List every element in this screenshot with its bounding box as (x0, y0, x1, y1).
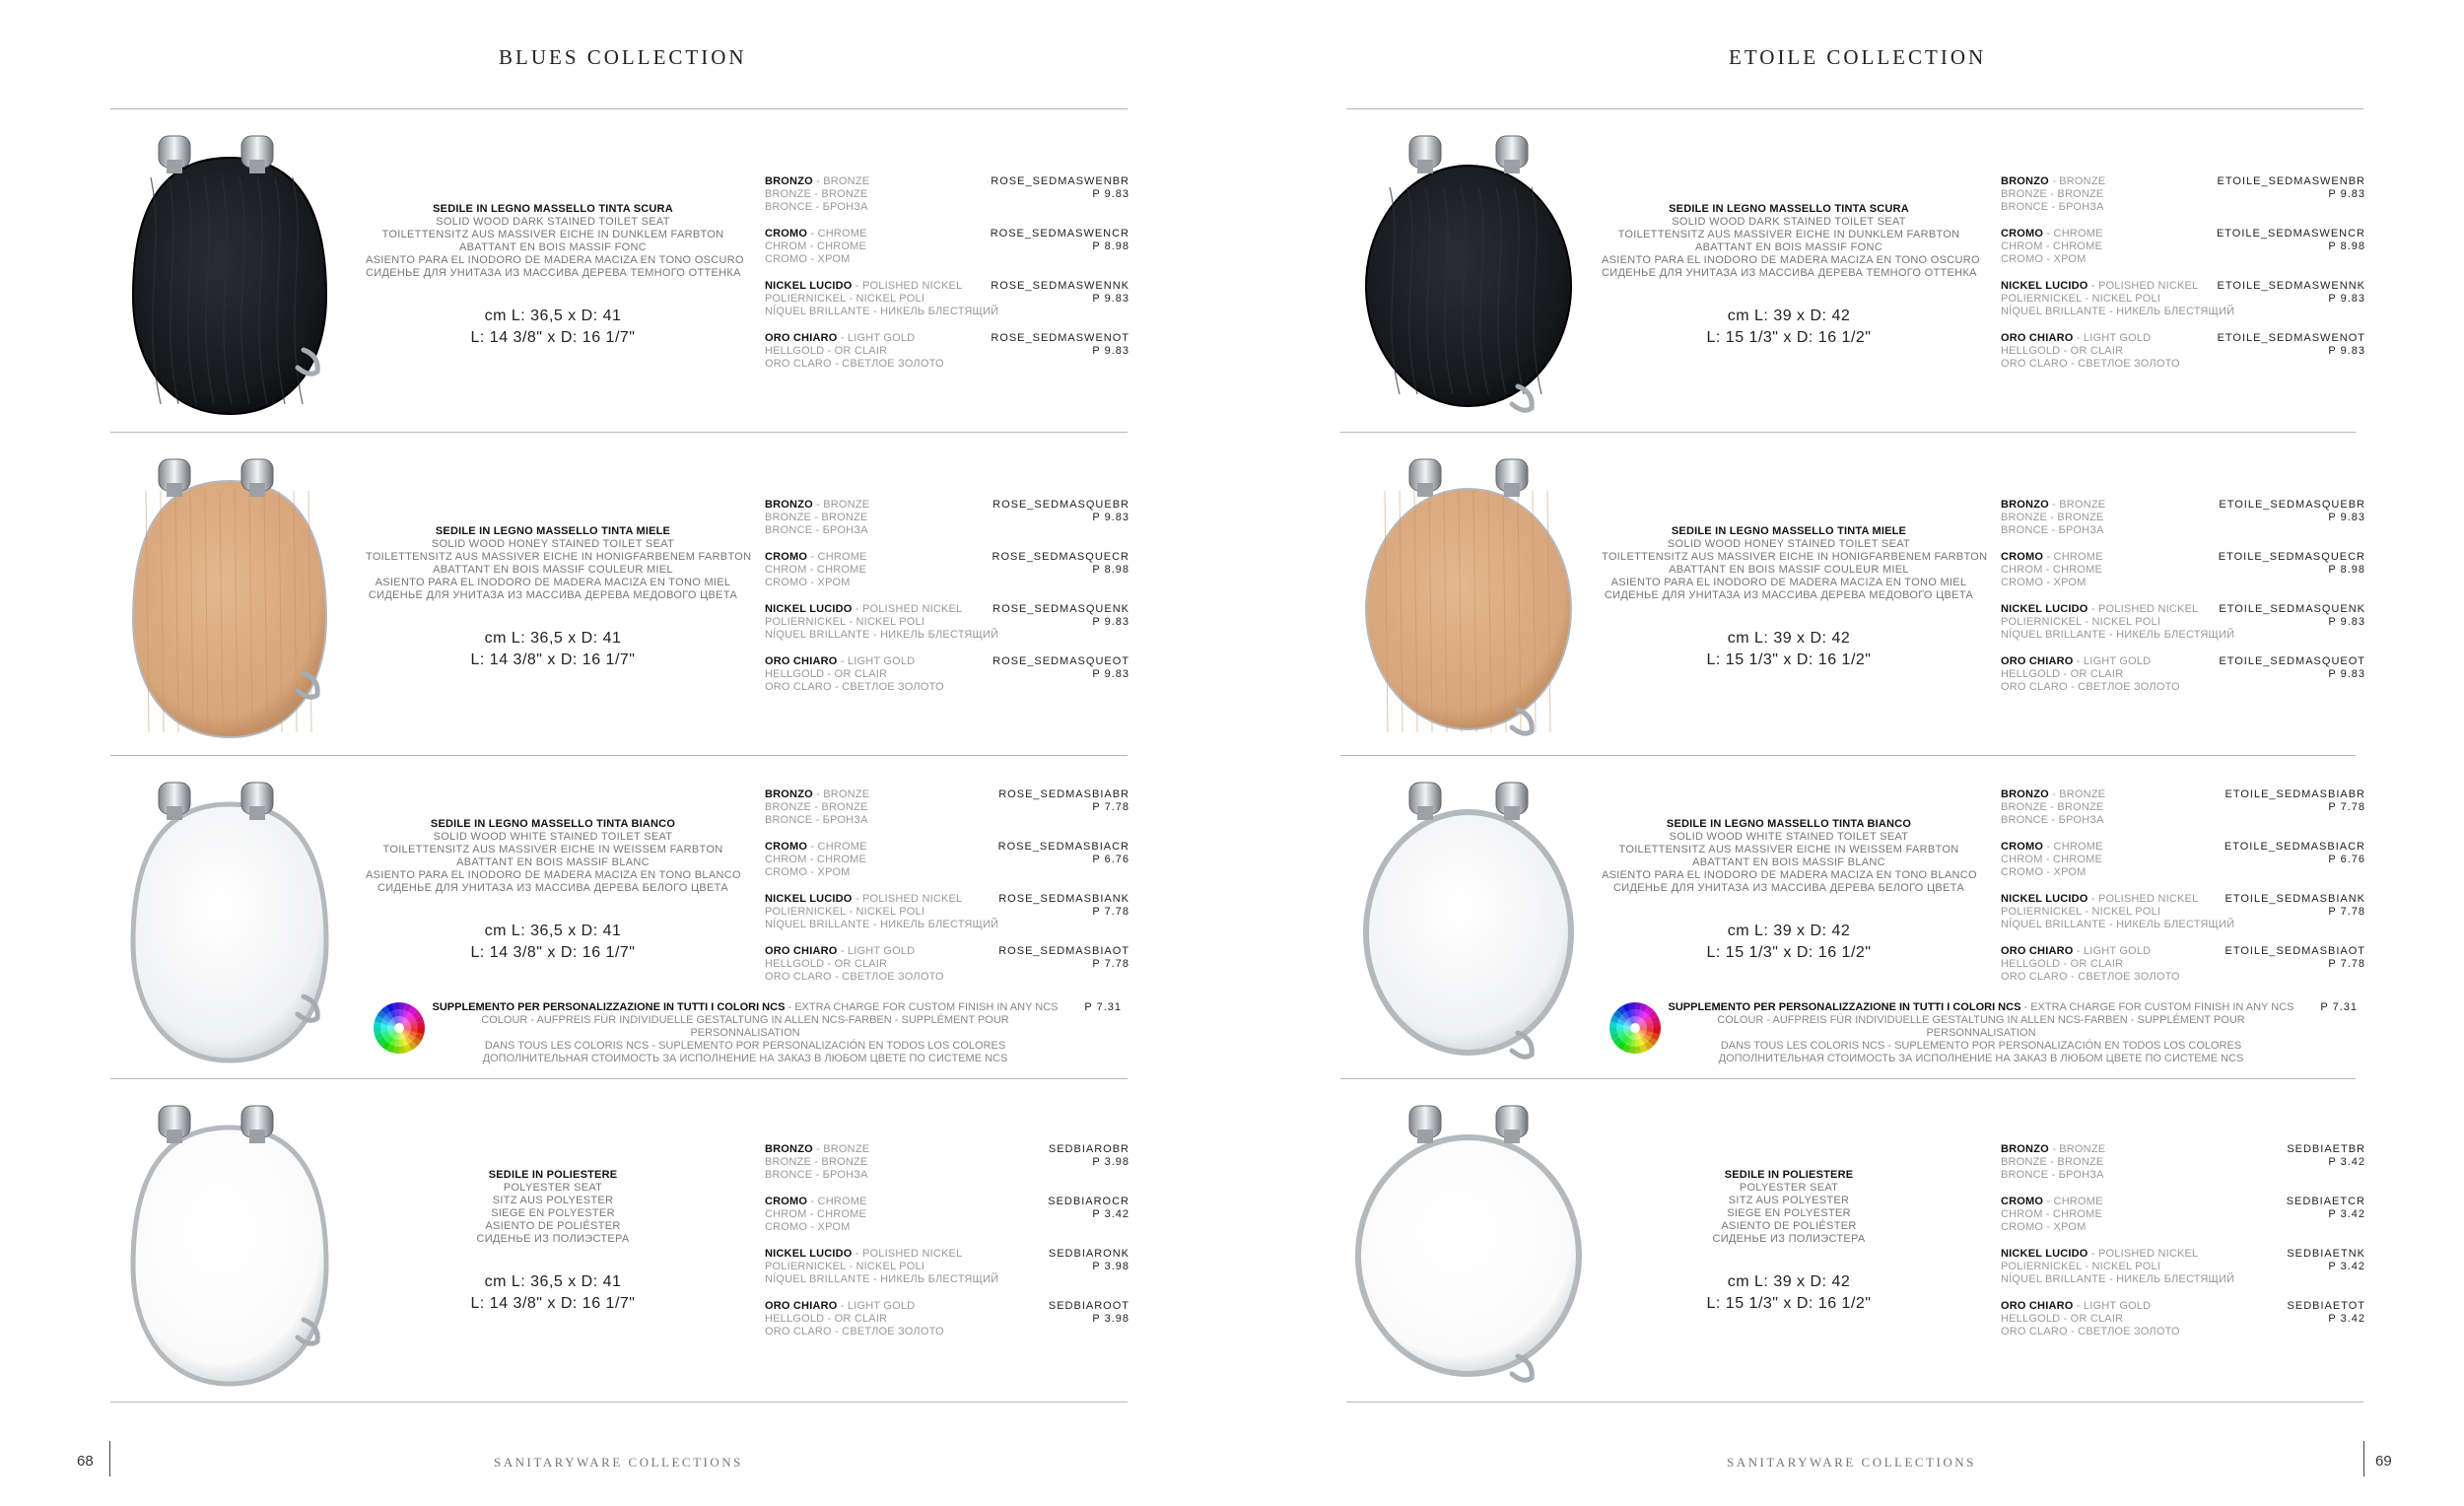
product-code: SEDBIAROBR (1048, 1143, 1129, 1155)
product-translation: СИДЕНЬЕ ДЛЯ УНИТАЗА ИЗ МАССИВА ДЕРЕВА БЕЛОГО ЦВЕТА (377, 882, 728, 894)
product-translation: ASIENTO PARA EL INODORO DE MADERA MACIZA EN TONO BLANCO (366, 869, 741, 881)
divider (110, 432, 1128, 433)
footer-divider (2363, 1441, 2364, 1476)
finish-row: ORO CHIARO - LIGHT GOLD HELLGOLD - OR CLAIR ORO CLARO - СВЕТЛОЕ ЗОЛОТО ROSE_SEDMASBIAOT P 7.78 (765, 945, 1129, 983)
product-name: SEDILE IN LEGNO MASSELLO TINTA SCURA (1669, 203, 1909, 215)
product-translation: ASIENTO PARA EL INODORO DE MADERA MACIZA EN TONO MIEL (1610, 577, 1967, 588)
product-description (1602, 203, 1980, 349)
product-translation: SOLID WOOD WHITE STAINED TOILET SEAT (1669, 831, 1909, 843)
product-translation: POLYESTER SEAT (1739, 1182, 1839, 1194)
product-code: ETOILE_SEDMASWENNK (2217, 280, 2365, 292)
finish-row: NICKEL LUCIDO - POLISHED NICKEL POLIERNICKEL - NICKEL POLI NÍQUEL BRILLANTE - НИКЕЛЬ БЛЕСТЯЩИЙ SEDBIARONK P 3.98 (765, 1248, 1129, 1285)
product-name: SEDILE IN LEGNO MASSELLO TINTA SCURA (433, 203, 673, 215)
finish-row: NICKEL LUCIDO - POLISHED NICKEL POLIERNICKEL - NICKEL POLI NÍQUEL BRILLANTE - НИКЕЛЬ БЛЕСТЯЩИЙ ROSE_SEDMASQUENK P 9.83 (765, 603, 1129, 641)
product-code: ETOILE_SEDMASQUECR (2218, 551, 2365, 563)
product-code: ROSE_SEDMASBIAOT (998, 945, 1129, 957)
product-translation: POLYESTER SEAT (503, 1182, 603, 1194)
dimensions (366, 921, 740, 964)
price: P 9.83 (1092, 512, 1129, 523)
product-translation: TOILETTENSITZ AUS MASSIVER EICHE IN DUNKLEM FARBTON (381, 229, 724, 240)
product-translation: TOILETTENSITZ AUS MASSIVER EICHE IN WEISSEM FARBTON (382, 844, 723, 856)
product-code: ETOILE_SEDMASBIABR (2224, 788, 2365, 800)
product-code: ROSE_SEDMASQUEOT (992, 655, 1129, 667)
dimensions (366, 628, 740, 671)
product-code: ROSE_SEDMASBIACR (997, 841, 1129, 853)
product-code: ETOILE_SEDMASWENCR (2216, 228, 2365, 240)
product-translation: ASIENTO PARA EL INODORO DE MADERA MACIZA EN TONO OSCURO (366, 254, 744, 266)
product-translation: ABATTANT EN BOIS MASSIF COULEUR MIEL (433, 564, 673, 576)
finish-row: BRONZO - BRONZE BRONZE - BRONZE BRONCE - БРОНЗА ROSE_SEDMASWENBR P 9.83 (765, 175, 1129, 213)
finish-row: CROMO - CHROME CHROM - CHROME CROMO - ХРОМ ROSE_SEDMASWENCR P 8.98 (765, 228, 1129, 265)
finish-row: ORO CHIARO - LIGHT GOLD HELLGOLD - OR CLAIR ORO CLARO - СВЕТЛОЕ ЗОЛОТО ROSE_SEDMASWENOT P 9.83 (765, 332, 1129, 370)
price: P 9.83 (2328, 188, 2365, 200)
toilet-seat-image (111, 775, 348, 1070)
price: P 3.98 (1092, 1156, 1129, 1168)
finish-row: BRONZO - BRONZE BRONZE - BRONZE BRONCE - БРОНЗА ETOILE_SEDMASQUEBR P 9.83 (2001, 499, 2365, 536)
price: P 3.98 (1092, 1313, 1129, 1325)
product-translation: ABATTANT EN BOIS MASSIF BLANC (456, 856, 650, 868)
product-translation: СИДЕНЬЕ ИЗ ПОЛИЭСТЕРА (1712, 1233, 1866, 1245)
product-code: ROSE_SEDMASQUECR (992, 551, 1129, 563)
dimensions-inches: L: 14 3/8" x D: 16 1/7" (470, 1295, 636, 1312)
price: P 7.78 (2328, 958, 2365, 970)
dimensions-cm: cm L: 36,5 x D: 41 (484, 1273, 622, 1290)
finish-row: ORO CHIARO - LIGHT GOLD HELLGOLD - OR CLAIR ORO CLARO - СВЕТЛОЕ ЗОЛОТО ETOILE_SEDMASQUEOT P 9.83 (2001, 655, 2365, 693)
dimensions-cm: cm L: 39 x D: 42 (1727, 923, 1851, 939)
product-code: ROSE_SEDMASWENBR (991, 175, 1129, 187)
dimensions (1602, 306, 1976, 349)
product-translation: SITZ AUS POLYESTER (1728, 1195, 1850, 1206)
price: P 6.76 (2328, 854, 2365, 865)
finish-row: NICKEL LUCIDO - POLISHED NICKEL POLIERNICKEL - NICKEL POLI NÍQUEL BRILLANTE - НИКЕЛЬ БЛЕСТЯЩИЙ SEDBIAETNK P 3.42 (2001, 1248, 2365, 1285)
price: P 9.83 (2328, 668, 2365, 680)
finish-row: BRONZO - BRONZE BRONZE - BRONZE BRONCE - БРОНЗА ROSE_SEDMASQUEBR P 9.83 (765, 499, 1129, 536)
product-code: ETOILE_SEDMASQUEBR (2219, 499, 2365, 511)
price: P 3.42 (2328, 1156, 2365, 1168)
dimensions-inches: L: 14 3/8" x D: 16 1/7" (470, 329, 636, 346)
price: P 8.98 (1092, 564, 1129, 576)
product-code: ETOILE_SEDMASBIANK (2224, 893, 2365, 905)
divider (110, 755, 1128, 756)
finish-row: CROMO - CHROME CHROM - CHROME CROMO - ХРОМ SEDBIAETCR P 3.42 (2001, 1196, 2365, 1233)
product-translation: СИДЕНЬЕ ДЛЯ УНИТАЗА ИЗ МАССИВА ДЕРЕВА ТЕМНОГО ОТТЕНКА (366, 267, 741, 279)
finish-row: CROMO - CHROME CHROM - CHROME CROMO - ХРОМ ROSE_SEDMASQUECR P 8.98 (765, 551, 1129, 588)
supplement-text: SUPPLEMENTO PER PERSONALIZZAZIONE IN TUTTI I COLORI NCS - EXTRA CHARGE FOR CUSTOM FINISH IN ANY NCS COLOUR - AUFPREIS FÜR INDIVIDUELLE GESTALTUNG IN ALLEN NCS-FARBEN - SUPPLÉMENT POUR PERSONNALISATION DANS TOUS LES COLORIS NCS - SUPLEMENTO POR PERSONALIZACIÓN EN TODOS LOS COLORES ДОПОЛНИТЕЛЬНАЯ СТОИМОСТЬ ЗА ИСПОЛНЕНИЕ НА ЗАКАЗ В ЛЮБОМ ЦВЕТЕ ПО СИСТЕМЕ NCS (1668, 1001, 2294, 1064)
finish-row: BRONZO - BRONZE BRONZE - BRONZE BRONCE - БРОНЗА SEDBIAROBR P 3.98 (765, 1143, 1129, 1181)
finish-row: NICKEL LUCIDO - POLISHED NICKEL POLIERNICKEL - NICKEL POLI NÍQUEL BRILLANTE - НИКЕЛЬ БЛЕСТЯЩИЙ ETOILE_SEDMASBIANK P 7.78 (2001, 893, 2365, 930)
product-translation: ABATTANT EN BOIS MASSIF COULEUR MIEL (1669, 564, 1909, 576)
footer-title: SANITARYWARE COLLECTIONS (494, 1455, 743, 1470)
product-code: SEDBIARONK (1048, 1248, 1129, 1260)
price: P 9.83 (1092, 668, 1129, 680)
product-code: ROSE_SEDMASWENOT (991, 332, 1129, 344)
product-code: ETOILE_SEDMASBIACR (2224, 841, 2365, 853)
finish-row: ORO CHIARO - LIGHT GOLD HELLGOLD - OR CLAIR ORO CLARO - СВЕТЛОЕ ЗОЛОТО ROSE_SEDMASQUEOT P 9.83 (765, 655, 1129, 693)
finish-list (765, 1143, 1129, 1352)
page-number: 68 (77, 1453, 94, 1470)
page-title: ETOILE COLLECTION (1729, 45, 1987, 69)
finish-list (2001, 499, 2365, 708)
divider (110, 1402, 1128, 1403)
price: P 8.98 (1092, 240, 1129, 252)
product-description (1602, 818, 1976, 964)
toilet-seat-image (111, 451, 348, 747)
dimensions (1602, 628, 1976, 671)
product-code: SEDBIAETBR (2287, 1143, 2365, 1155)
dimensions-inches: L: 15 1/3" x D: 16 1/2" (1706, 1295, 1872, 1312)
footer-divider (109, 1441, 110, 1476)
product-description (366, 1169, 740, 1315)
price: P 9.83 (1092, 345, 1129, 357)
product-code: SEDBIAETNK (2287, 1248, 2365, 1260)
product-name: SEDILE IN LEGNO MASSELLO TINTA BIANCO (1666, 818, 1912, 830)
toilet-seat-image (111, 1098, 348, 1394)
color-wheel-icon (1608, 1001, 1662, 1055)
product-code: ROSE_SEDMASBIANK (998, 893, 1129, 905)
dimensions-cm: cm L: 39 x D: 42 (1727, 308, 1851, 324)
price: P 8.98 (2328, 240, 2365, 252)
product-translation: ASIENTO PARA EL INODORO DE MADERA MACIZA EN TONO BLANCO (1602, 869, 1977, 881)
product-translation: SIEGE EN POLYESTER (1727, 1207, 1851, 1219)
finish-row: BRONZO - BRONZE BRONZE - BRONZE BRONCE - БРОНЗА ETOILE_SEDMASWENBR P 9.83 (2001, 175, 2365, 213)
finish-list (765, 499, 1129, 708)
price: P 8.98 (2328, 564, 2365, 576)
finish-row: CROMO - CHROME CHROM - CHROME CROMO - ХРОМ ROSE_SEDMASBIACR P 6.76 (765, 841, 1129, 878)
toilet-seat-image (1350, 128, 1587, 424)
catalog-page-right (1232, 0, 2464, 1506)
supplement-price: P 7.31 (2320, 1001, 2358, 1013)
product-translation: SOLID WOOD HONEY STAINED TOILET SEAT (1667, 538, 1911, 550)
toilet-seat-image (1350, 1098, 1587, 1394)
supplement-text: SUPPLEMENTO PER PERSONALIZZAZIONE IN TUTTI I COLORI NCS - EXTRA CHARGE FOR CUSTOM FINISH IN ANY NCS COLOUR - AUFPREIS FÜR INDIVIDUELLE GESTALTUNG IN ALLEN NCS-FARBEN - SUPPLÉMENT POUR PERSONNALISATION DANS TOUS LES COLORIS NCS - SUPLEMENTO POR PERSONALIZACIÓN EN TODOS LOS COLORES ДОПОЛНИТЕЛЬНАЯ СТОИМОСТЬ ЗА ИСПОЛНЕНИЕ НА ЗАКАЗ В ЛЮБОМ ЦВЕТЕ ПО СИСТЕМЕ NCS (432, 1001, 1059, 1064)
product-translation: СИДЕНЬЕ ДЛЯ УНИТАЗА ИЗ МАССИВА ДЕРЕВА БЕЛОГО ЦВЕТА (1613, 882, 1964, 894)
finish-list (765, 175, 1129, 384)
dimensions-inches: L: 15 1/3" x D: 16 1/2" (1706, 651, 1872, 668)
product-translation: ABATTANT EN BOIS MASSIF BLANC (1692, 856, 1885, 868)
price: P 7.78 (1092, 801, 1129, 813)
price: P 9.83 (2328, 345, 2365, 357)
product-description (366, 818, 740, 964)
dimensions (1602, 921, 1976, 964)
price: P 9.83 (2328, 616, 2365, 628)
divider (1346, 108, 2363, 109)
toilet-seat-image (1350, 451, 1587, 747)
finish-row: ORO CHIARO - LIGHT GOLD HELLGOLD - OR CLAIR ORO CLARO - СВЕТЛОЕ ЗОЛОТО SEDBIAROOT P 3.98 (765, 1300, 1129, 1337)
price: P 6.76 (1092, 854, 1129, 865)
price: P 3.42 (2328, 1208, 2365, 1220)
dimensions-cm: cm L: 36,5 x D: 41 (484, 630, 622, 647)
product-translation: ABATTANT EN BOIS MASSIF FONC (459, 241, 647, 253)
price: P 3.42 (1092, 1208, 1129, 1220)
product-description (366, 525, 752, 671)
price: P 3.42 (2328, 1313, 2365, 1325)
price: P 3.98 (1092, 1261, 1129, 1272)
finish-row: CROMO - CHROME CHROM - CHROME CROMO - ХРОМ ETOILE_SEDMASBIACR P 6.76 (2001, 841, 2365, 878)
footer-title: SANITARYWARE COLLECTIONS (1727, 1455, 1976, 1470)
product-translation: TOILETTENSITZ AUS MASSIVER EICHE IN WEISSEM FARBTON (1618, 844, 1959, 856)
dimensions-cm: cm L: 36,5 x D: 41 (484, 308, 622, 324)
product-name: SEDILE IN LEGNO MASSELLO TINTA BIANCO (430, 818, 676, 830)
dimensions-inches: L: 15 1/3" x D: 16 1/2" (1706, 944, 1872, 961)
product-code: SEDBIAETOT (2287, 1300, 2365, 1312)
toilet-seat-image (1350, 775, 1587, 1070)
finish-row: ORO CHIARO - LIGHT GOLD HELLGOLD - OR CLAIR ORO CLARO - СВЕТЛОЕ ЗОЛОТО ETOILE_SEDMASBIAOT P 7.78 (2001, 945, 2365, 983)
finish-row: NICKEL LUCIDO - POLISHED NICKEL POLIERNICKEL - NICKEL POLI NÍQUEL BRILLANTE - НИКЕЛЬ БЛЕСТЯЩИЙ ROSE_SEDMASBIANK P 7.78 (765, 893, 1129, 930)
product-translation: SOLID WOOD WHITE STAINED TOILET SEAT (433, 831, 673, 843)
product-translation: SOLID WOOD HONEY STAINED TOILET SEAT (431, 538, 675, 550)
price: P 9.83 (1092, 616, 1129, 628)
product-translation: TOILETTENSITZ AUS MASSIVER EICHE IN DUNKLEM FARBTON (1617, 229, 1960, 240)
price: P 9.83 (1092, 188, 1129, 200)
product-translation: СИДЕНЬЕ ДЛЯ УНИТАЗА ИЗ МАССИВА ДЕРЕВА ТЕМНОГО ОТТЕНКА (1602, 267, 1977, 279)
finish-list (2001, 175, 2365, 384)
product-code: ROSE_SEDMASWENCR (990, 228, 1129, 240)
finish-row: NICKEL LUCIDO - POLISHED NICKEL POLIERNICKEL - NICKEL POLI NÍQUEL BRILLANTE - НИКЕЛЬ БЛЕСТЯЩИЙ ETOILE_SEDMASWENNK P 9.83 (2001, 280, 2365, 317)
product-code: ETOILE_SEDMASQUEOT (2219, 655, 2365, 667)
product-translation: ASIENTO PARA EL INODORO DE MADERA MACIZA EN TONO OSCURO (1602, 254, 1980, 266)
product-code: ROSE_SEDMASQUEBR (992, 499, 1129, 511)
finish-list (2001, 788, 2365, 997)
color-wheel-icon (373, 1001, 426, 1055)
price: P 7.78 (1092, 958, 1129, 970)
product-translation: ABATTANT EN BOIS MASSIF FONC (1695, 241, 1882, 253)
price: P 7.78 (2328, 801, 2365, 813)
finish-row: ORO CHIARO - LIGHT GOLD HELLGOLD - OR CLAIR ORO CLARO - СВЕТЛОЕ ЗОЛОТО SEDBIAETOT P 3.42 (2001, 1300, 2365, 1337)
product-description (366, 203, 744, 349)
product-translation: ASIENTO DE POLIÉSTER (485, 1220, 621, 1232)
product-translation: СИДЕНЬЕ ДЛЯ УНИТАЗА ИЗ МАССИВА ДЕРЕВА МЕДОВОГО ЦВЕТА (1604, 589, 1974, 601)
divider (1340, 432, 2356, 433)
finish-row: ORO CHIARO - LIGHT GOLD HELLGOLD - OR CLAIR ORO CLARO - СВЕТЛОЕ ЗОЛОТО ETOILE_SEDMASWENOT P 9.83 (2001, 332, 2365, 370)
finish-row: CROMO - CHROME CHROM - CHROME CROMO - ХРОМ ETOILE_SEDMASQUECR P 8.98 (2001, 551, 2365, 588)
dimensions-inches: L: 14 3/8" x D: 16 1/7" (470, 944, 636, 961)
price: P 3.42 (2328, 1261, 2365, 1272)
dimensions (366, 1271, 740, 1315)
product-name: SEDILE IN LEGNO MASSELLO TINTA MIELE (435, 525, 671, 537)
toilet-seat-image (111, 128, 348, 424)
dimensions-inches: L: 15 1/3" x D: 16 1/2" (1706, 329, 1872, 346)
product-translation: SOLID WOOD DARK STAINED TOILET SEAT (436, 216, 670, 228)
page-number: 69 (2375, 1453, 2392, 1470)
product-translation: SITZ AUS POLYESTER (492, 1195, 614, 1206)
product-name: SEDILE IN POLIESTERE (1724, 1169, 1854, 1181)
supplement-price: P 7.31 (1084, 1001, 1122, 1013)
dimensions-cm: cm L: 39 x D: 42 (1727, 1273, 1851, 1290)
dimensions-cm: cm L: 36,5 x D: 41 (484, 923, 622, 939)
product-code: SEDBIAROCR (1048, 1196, 1129, 1207)
price: P 9.83 (1092, 293, 1129, 305)
product-translation: SOLID WOOD DARK STAINED TOILET SEAT (1672, 216, 1906, 228)
page-title: BLUES COLLECTION (499, 45, 747, 69)
product-description (1602, 1169, 1976, 1315)
finish-list (2001, 1143, 2365, 1352)
divider (110, 1078, 1128, 1079)
finish-row: CROMO - CHROME CHROM - CHROME CROMO - ХРОМ SEDBIAROCR P 3.42 (765, 1196, 1129, 1233)
dimensions (1602, 1271, 1976, 1315)
product-description (1602, 525, 1988, 671)
product-translation: СИДЕНЬЕ ИЗ ПОЛИЭСТЕРА (476, 1233, 630, 1245)
product-translation: SIEGE EN POLYESTER (491, 1207, 615, 1219)
finish-row: NICKEL LUCIDO - POLISHED NICKEL POLIERNICKEL - NICKEL POLI NÍQUEL BRILLANTE - НИКЕЛЬ БЛЕСТЯЩИЙ ROSE_SEDMASWENNK P 9.83 (765, 280, 1129, 317)
finish-row: NICKEL LUCIDO - POLISHED NICKEL POLIERNICKEL - NICKEL POLI NÍQUEL BRILLANTE - НИКЕЛЬ БЛЕСТЯЩИЙ ETOILE_SEDMASQUENK P 9.83 (2001, 603, 2365, 641)
dimensions-inches: L: 14 3/8" x D: 16 1/7" (470, 651, 636, 668)
finish-row: BRONZO - BRONZE BRONZE - BRONZE BRONCE - БРОНЗА SEDBIAETBR P 3.42 (2001, 1143, 2365, 1181)
price: P 9.83 (2328, 512, 2365, 523)
divider (1346, 1402, 2363, 1403)
divider (110, 108, 1128, 109)
finish-row: BRONZO - BRONZE BRONZE - BRONZE BRONCE - БРОНЗА ETOILE_SEDMASBIABR P 7.78 (2001, 788, 2365, 826)
product-code: ROSE_SEDMASBIABR (998, 788, 1129, 800)
product-code: ETOILE_SEDMASWENOT (2217, 332, 2365, 344)
product-name: SEDILE IN LEGNO MASSELLO TINTA MIELE (1671, 525, 1907, 537)
product-name: SEDILE IN POLIESTERE (488, 1169, 618, 1181)
finish-row: CROMO - CHROME CHROM - CHROME CROMO - ХРОМ ETOILE_SEDMASWENCR P 8.98 (2001, 228, 2365, 265)
product-translation: ASIENTO PARA EL INODORO DE MADERA MACIZA EN TONO MIEL (375, 577, 731, 588)
price: P 7.78 (1092, 906, 1129, 918)
product-code: ROSE_SEDMASQUENK (992, 603, 1129, 615)
product-translation: СИДЕНЬЕ ДЛЯ УНИТАЗА ИЗ МАССИВА ДЕРЕВА МЕДОВОГО ЦВЕТА (368, 589, 738, 601)
product-translation: ASIENTO DE POLIÉSTER (1721, 1220, 1857, 1232)
divider (1340, 755, 2356, 756)
dimensions-cm: cm L: 39 x D: 42 (1727, 630, 1851, 647)
product-code: ETOILE_SEDMASBIAOT (2224, 945, 2365, 957)
product-code: SEDBIAROOT (1048, 1300, 1129, 1312)
finish-row: BRONZO - BRONZE BRONZE - BRONZE BRONCE - БРОНЗА ROSE_SEDMASBIABR P 7.78 (765, 788, 1129, 826)
dimensions (366, 306, 740, 349)
finish-list (765, 788, 1129, 997)
divider (1340, 1078, 2356, 1079)
product-code: ETOILE_SEDMASQUENK (2219, 603, 2365, 615)
product-translation: TOILETTENSITZ AUS MASSIVER EICHE IN HONIGFARBENEM FARBTON (1602, 551, 1988, 563)
product-translation: TOILETTENSITZ AUS MASSIVER EICHE IN HONIGFARBENEM FARBTON (366, 551, 752, 563)
price: P 9.83 (2328, 293, 2365, 305)
product-code: SEDBIAETCR (2286, 1196, 2365, 1207)
product-code: ROSE_SEDMASWENNK (991, 280, 1129, 292)
price: P 7.78 (2328, 906, 2365, 918)
product-code: ETOILE_SEDMASWENBR (2217, 175, 2365, 187)
